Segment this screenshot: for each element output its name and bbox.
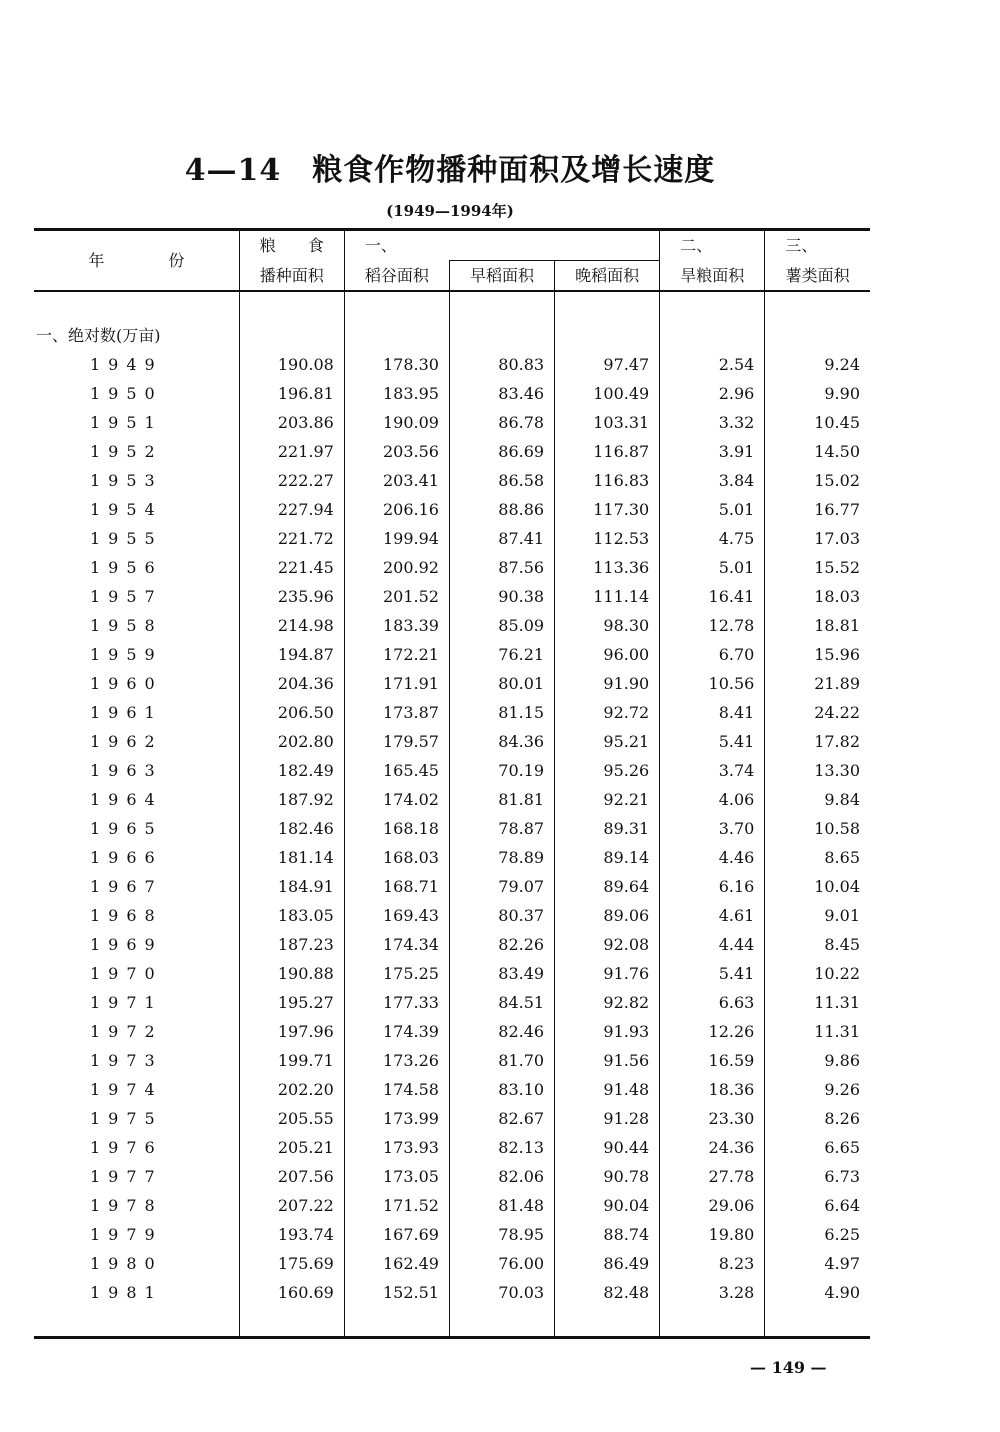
page-subtitle: (1949—1994年)	[386, 202, 514, 220]
row-value: 86.58	[449, 466, 554, 495]
row-value: 202.20	[239, 1075, 344, 1104]
row-value: 8.45	[765, 930, 870, 959]
row-value: 89.64	[555, 872, 660, 901]
row-value: 5.01	[660, 495, 765, 524]
row-year: 1972	[90, 1022, 163, 1041]
table-row	[34, 1249, 870, 1278]
table-header	[34, 230, 870, 292]
row-value: 169.43	[344, 901, 449, 930]
row-value: 10.56	[660, 669, 765, 698]
row-value: 82.06	[449, 1162, 554, 1191]
row-value: 81.15	[449, 698, 554, 727]
row-value: 15.96	[765, 640, 870, 669]
table-row	[34, 1104, 870, 1133]
row-value: 199.71	[239, 1046, 344, 1075]
page-title: 4—14 粮食作物播种面积及增长速度	[184, 153, 716, 188]
row-year: 1955	[90, 529, 163, 548]
row-value: 16.77	[765, 495, 870, 524]
row-value: 205.21	[239, 1133, 344, 1162]
row-value: 10.04	[765, 872, 870, 901]
row-value: 90.04	[555, 1191, 660, 1220]
row-value: 3.70	[660, 814, 765, 843]
row-value: 9.84	[765, 785, 870, 814]
row-value: 11.31	[765, 1017, 870, 1046]
table-row	[34, 1017, 870, 1046]
row-value: 80.37	[449, 901, 554, 930]
row-value: 8.23	[660, 1249, 765, 1278]
header-col1-top: 粮 食	[239, 230, 344, 261]
table-row	[34, 930, 870, 959]
row-value: 179.57	[344, 727, 449, 756]
row-value: 83.46	[449, 379, 554, 408]
row-year: 1970	[90, 964, 163, 983]
row-year: 1964	[90, 790, 163, 809]
row-value: 76.00	[449, 1249, 554, 1278]
row-value: 8.26	[765, 1104, 870, 1133]
row-value: 9.01	[765, 901, 870, 930]
row-year: 1978	[90, 1196, 163, 1215]
row-value: 2.54	[660, 350, 765, 379]
row-value: 9.86	[765, 1046, 870, 1075]
row-value: 95.21	[555, 727, 660, 756]
row-value: 78.87	[449, 814, 554, 843]
row-year: 1960	[90, 674, 163, 693]
row-value: 85.09	[449, 611, 554, 640]
row-value: 195.27	[239, 988, 344, 1017]
row-value: 82.13	[449, 1133, 554, 1162]
row-value: 83.49	[449, 959, 554, 988]
header-tuber: 薯类面积	[765, 261, 870, 292]
header-group-dry: 二、	[660, 230, 765, 261]
row-value: 9.90	[765, 379, 870, 408]
row-value: 70.03	[449, 1278, 554, 1307]
row-value: 5.41	[660, 727, 765, 756]
row-value: 168.03	[344, 843, 449, 872]
row-year: 1951	[90, 413, 163, 432]
row-value: 5.01	[660, 553, 765, 582]
row-value: 90.78	[555, 1162, 660, 1191]
row-year: 1962	[90, 732, 163, 751]
row-value: 91.90	[555, 669, 660, 698]
row-value: 17.03	[765, 524, 870, 553]
row-value: 183.39	[344, 611, 449, 640]
row-value: 227.94	[239, 495, 344, 524]
row-value: 203.56	[344, 437, 449, 466]
row-value: 202.80	[239, 727, 344, 756]
row-value: 82.26	[449, 930, 554, 959]
row-value: 168.18	[344, 814, 449, 843]
row-value: 173.87	[344, 698, 449, 727]
header-col1-bottom: 播种面积	[239, 261, 344, 292]
row-value: 160.69	[239, 1278, 344, 1307]
row-value: 97.47	[555, 350, 660, 379]
row-value: 89.31	[555, 814, 660, 843]
row-value: 205.55	[239, 1104, 344, 1133]
row-value: 117.30	[555, 495, 660, 524]
row-value: 88.86	[449, 495, 554, 524]
row-value: 6.25	[765, 1220, 870, 1249]
row-value: 3.28	[660, 1278, 765, 1307]
row-value: 91.93	[555, 1017, 660, 1046]
row-value: 112.53	[555, 524, 660, 553]
table-row	[34, 582, 870, 611]
row-value: 92.08	[555, 930, 660, 959]
row-value: 116.87	[555, 437, 660, 466]
row-value: 98.30	[555, 611, 660, 640]
table-row	[34, 1191, 870, 1220]
table-row	[34, 553, 870, 582]
row-value: 171.91	[344, 669, 449, 698]
row-year: 1967	[90, 877, 163, 896]
row-value: 86.78	[449, 408, 554, 437]
row-value: 4.97	[765, 1249, 870, 1278]
row-value: 10.58	[765, 814, 870, 843]
row-value: 29.06	[660, 1191, 765, 1220]
row-year: 1952	[90, 442, 163, 461]
table-row	[34, 756, 870, 785]
row-year: 1961	[90, 703, 163, 722]
row-value: 23.30	[660, 1104, 765, 1133]
row-value: 182.49	[239, 756, 344, 785]
row-value: 207.56	[239, 1162, 344, 1191]
row-value: 82.67	[449, 1104, 554, 1133]
row-value: 162.49	[344, 1249, 449, 1278]
row-value: 3.74	[660, 756, 765, 785]
row-value: 91.48	[555, 1075, 660, 1104]
row-value: 81.81	[449, 785, 554, 814]
row-year: 1953	[90, 471, 163, 490]
row-value: 181.14	[239, 843, 344, 872]
row-value: 16.59	[660, 1046, 765, 1075]
row-value: 18.36	[660, 1075, 765, 1104]
row-year: 1954	[90, 500, 163, 519]
table-row	[34, 1278, 870, 1307]
row-value: 174.34	[344, 930, 449, 959]
row-value: 235.96	[239, 582, 344, 611]
row-year: 1977	[90, 1167, 163, 1186]
table-row	[34, 350, 870, 379]
row-value: 173.93	[344, 1133, 449, 1162]
row-value: 172.21	[344, 640, 449, 669]
row-value: 27.78	[660, 1162, 765, 1191]
row-value: 91.76	[555, 959, 660, 988]
row-value: 24.22	[765, 698, 870, 727]
table-row	[34, 1046, 870, 1075]
table-row	[34, 814, 870, 843]
row-value: 89.14	[555, 843, 660, 872]
table-row	[34, 611, 870, 640]
header-group-tuber: 三、	[765, 230, 870, 261]
row-value: 113.36	[555, 553, 660, 582]
row-value: 221.97	[239, 437, 344, 466]
row-value: 5.41	[660, 959, 765, 988]
row-value: 96.00	[555, 640, 660, 669]
row-value: 175.25	[344, 959, 449, 988]
row-value: 174.02	[344, 785, 449, 814]
row-value: 80.01	[449, 669, 554, 698]
row-value: 116.83	[555, 466, 660, 495]
row-value: 194.87	[239, 640, 344, 669]
header-rice-area: 稻谷面积	[344, 261, 449, 292]
row-value: 171.52	[344, 1191, 449, 1220]
row-value: 76.21	[449, 640, 554, 669]
row-value: 21.89	[765, 669, 870, 698]
row-value: 13.30	[765, 756, 870, 785]
row-value: 177.33	[344, 988, 449, 1017]
row-value: 111.14	[555, 582, 660, 611]
row-value: 175.69	[239, 1249, 344, 1278]
row-value: 4.61	[660, 901, 765, 930]
row-value: 87.56	[449, 553, 554, 582]
row-value: 204.36	[239, 669, 344, 698]
row-value: 173.05	[344, 1162, 449, 1191]
table-row	[34, 901, 870, 930]
table-row	[34, 437, 870, 466]
table-row	[34, 727, 870, 756]
table-row	[34, 843, 870, 872]
row-value: 8.41	[660, 698, 765, 727]
row-value: 82.48	[555, 1278, 660, 1307]
table-row	[34, 669, 870, 698]
header-year: 年 份	[34, 230, 239, 292]
row-year: 1963	[90, 761, 163, 780]
row-value: 196.81	[239, 379, 344, 408]
row-year: 1976	[90, 1138, 163, 1157]
table-row	[34, 1133, 870, 1162]
row-year: 1965	[90, 819, 163, 838]
row-value: 17.82	[765, 727, 870, 756]
row-value: 6.63	[660, 988, 765, 1017]
row-value: 15.02	[765, 466, 870, 495]
row-value: 91.56	[555, 1046, 660, 1075]
table-row	[34, 466, 870, 495]
row-value: 2.96	[660, 379, 765, 408]
row-year: 1979	[90, 1225, 163, 1244]
row-year: 1957	[90, 587, 163, 606]
row-value: 182.46	[239, 814, 344, 843]
row-value: 187.92	[239, 785, 344, 814]
row-value: 70.19	[449, 756, 554, 785]
row-year: 1950	[90, 384, 163, 403]
row-value: 16.41	[660, 582, 765, 611]
row-value: 190.09	[344, 408, 449, 437]
row-value: 8.65	[765, 843, 870, 872]
row-value: 15.52	[765, 553, 870, 582]
row-year: 1980	[90, 1254, 163, 1273]
table-body	[34, 291, 870, 1338]
row-value: 199.94	[344, 524, 449, 553]
row-value: 221.45	[239, 553, 344, 582]
table-row	[34, 1220, 870, 1249]
row-value: 4.75	[660, 524, 765, 553]
row-value: 88.74	[555, 1220, 660, 1249]
row-value: 4.90	[765, 1278, 870, 1307]
row-value: 203.86	[239, 408, 344, 437]
row-value: 206.50	[239, 698, 344, 727]
table-row	[34, 785, 870, 814]
row-year: 1974	[90, 1080, 163, 1099]
row-value: 193.74	[239, 1220, 344, 1249]
row-year: 1959	[90, 645, 163, 664]
row-value: 6.70	[660, 640, 765, 669]
row-year: 1975	[90, 1109, 163, 1128]
row-year: 1956	[90, 558, 163, 577]
row-value: 6.73	[765, 1162, 870, 1191]
row-value: 91.28	[555, 1104, 660, 1133]
row-value: 90.38	[449, 582, 554, 611]
row-value: 165.45	[344, 756, 449, 785]
row-value: 86.49	[555, 1249, 660, 1278]
row-value: 80.83	[449, 350, 554, 379]
header-group-rice: 一、	[344, 230, 659, 261]
page-number: — 149 —	[750, 1358, 827, 1377]
row-value: 18.81	[765, 611, 870, 640]
row-year: 1971	[90, 993, 163, 1012]
row-value: 90.44	[555, 1133, 660, 1162]
table-row	[34, 408, 870, 437]
row-value: 95.26	[555, 756, 660, 785]
table-row	[34, 524, 870, 553]
table-row	[34, 379, 870, 408]
row-value: 173.26	[344, 1046, 449, 1075]
row-value: 6.16	[660, 872, 765, 901]
table-row	[34, 959, 870, 988]
row-value: 178.30	[344, 350, 449, 379]
row-value: 207.22	[239, 1191, 344, 1220]
row-year: 1973	[90, 1051, 163, 1070]
row-value: 203.41	[344, 466, 449, 495]
row-value: 184.91	[239, 872, 344, 901]
table-row	[34, 988, 870, 1017]
row-value: 3.91	[660, 437, 765, 466]
row-value: 4.44	[660, 930, 765, 959]
row-value: 18.03	[765, 582, 870, 611]
row-value: 83.10	[449, 1075, 554, 1104]
row-value: 89.06	[555, 901, 660, 930]
row-value: 152.51	[344, 1278, 449, 1307]
section-label: 一、绝对数(万亩)	[36, 326, 161, 345]
row-value: 174.39	[344, 1017, 449, 1046]
row-value: 190.88	[239, 959, 344, 988]
grain-area-table	[34, 228, 870, 1339]
row-value: 3.84	[660, 466, 765, 495]
row-value: 167.69	[344, 1220, 449, 1249]
row-value: 9.24	[765, 350, 870, 379]
row-value: 197.96	[239, 1017, 344, 1046]
row-value: 79.07	[449, 872, 554, 901]
table-row	[34, 872, 870, 901]
table-row	[34, 495, 870, 524]
row-value: 3.32	[660, 408, 765, 437]
row-value: 174.58	[344, 1075, 449, 1104]
row-value: 10.22	[765, 959, 870, 988]
row-year: 1958	[90, 616, 163, 635]
row-value: 14.50	[765, 437, 870, 466]
row-value: 11.31	[765, 988, 870, 1017]
row-value: 78.95	[449, 1220, 554, 1249]
row-value: 187.23	[239, 930, 344, 959]
row-value: 82.46	[449, 1017, 554, 1046]
row-value: 24.36	[660, 1133, 765, 1162]
row-value: 100.49	[555, 379, 660, 408]
row-year: 1969	[90, 935, 163, 954]
row-value: 4.46	[660, 843, 765, 872]
row-value: 87.41	[449, 524, 554, 553]
row-value: 168.71	[344, 872, 449, 901]
row-value: 81.48	[449, 1191, 554, 1220]
row-value: 183.95	[344, 379, 449, 408]
row-value: 12.78	[660, 611, 765, 640]
row-value: 222.27	[239, 466, 344, 495]
row-value: 92.21	[555, 785, 660, 814]
row-value: 19.80	[660, 1220, 765, 1249]
row-value: 6.64	[765, 1191, 870, 1220]
row-value: 214.98	[239, 611, 344, 640]
table-row	[34, 1075, 870, 1104]
row-value: 9.26	[765, 1075, 870, 1104]
row-value: 10.45	[765, 408, 870, 437]
row-value: 6.65	[765, 1133, 870, 1162]
row-value: 92.72	[555, 698, 660, 727]
row-year: 1949	[90, 355, 163, 374]
row-value: 4.06	[660, 785, 765, 814]
row-value: 103.31	[555, 408, 660, 437]
row-value: 183.05	[239, 901, 344, 930]
row-value: 78.89	[449, 843, 554, 872]
table-row	[34, 640, 870, 669]
row-value: 173.99	[344, 1104, 449, 1133]
row-value: 86.69	[449, 437, 554, 466]
row-year: 1968	[90, 906, 163, 925]
table-row	[34, 1162, 870, 1191]
row-value: 206.16	[344, 495, 449, 524]
table-row	[34, 698, 870, 727]
header-early-rice: 早稻面积	[449, 261, 554, 292]
row-value: 190.08	[239, 350, 344, 379]
row-year: 1966	[90, 848, 163, 867]
row-value: 200.92	[344, 553, 449, 582]
row-value: 92.82	[555, 988, 660, 1017]
header-dry-grain: 旱粮面积	[660, 261, 765, 292]
row-value: 12.26	[660, 1017, 765, 1046]
header-late-rice: 晚稻面积	[555, 261, 660, 292]
row-value: 201.52	[344, 582, 449, 611]
row-value: 221.72	[239, 524, 344, 553]
row-value: 81.70	[449, 1046, 554, 1075]
row-value: 84.51	[449, 988, 554, 1017]
row-value: 84.36	[449, 727, 554, 756]
row-year: 1981	[90, 1283, 163, 1302]
